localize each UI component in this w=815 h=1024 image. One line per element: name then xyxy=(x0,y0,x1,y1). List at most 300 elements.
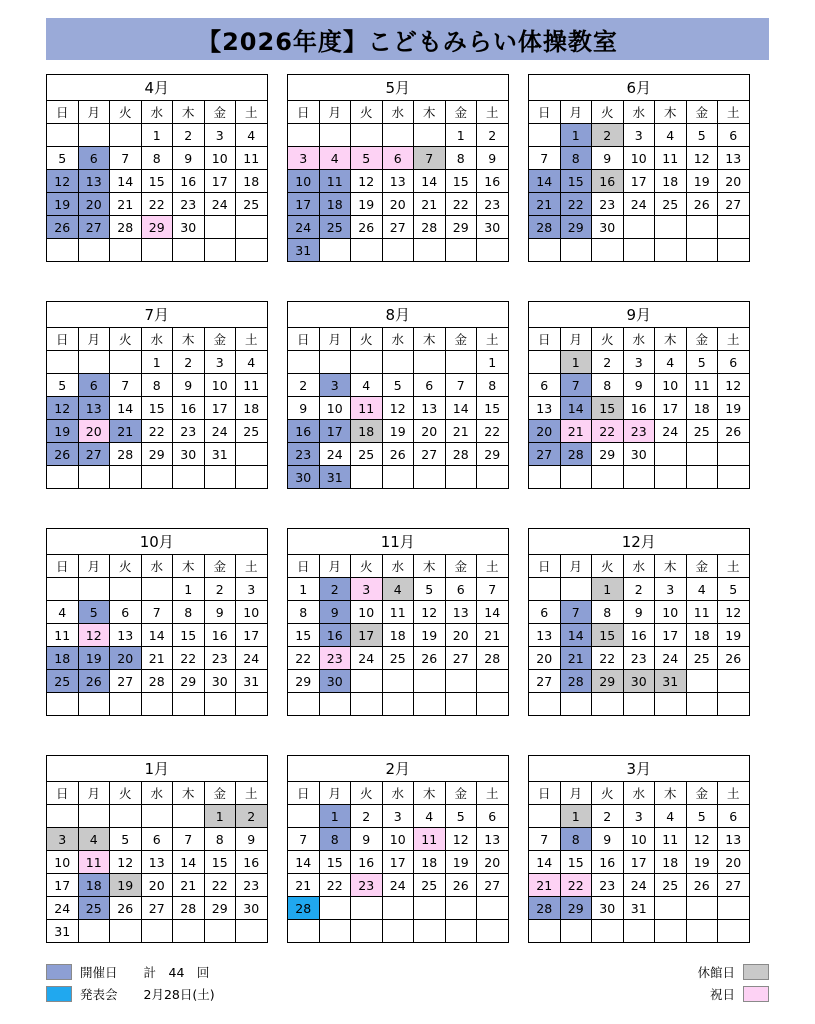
weekday-header: 月 xyxy=(560,555,592,578)
month-block xyxy=(287,301,508,528)
day-cell-empty xyxy=(414,466,446,489)
day-cell: 9 xyxy=(623,374,655,397)
weekday-header: 木 xyxy=(655,328,687,351)
day-cell: 30 xyxy=(592,897,624,920)
day-cell: 18 xyxy=(236,397,268,420)
day-cell: 7 xyxy=(560,374,592,397)
day-cell: 25 xyxy=(78,897,110,920)
weekday-header: 火 xyxy=(592,555,624,578)
legend-extra: 2月28日(土) xyxy=(143,986,215,1002)
day-cell: 16 xyxy=(477,170,509,193)
weekday-header: 日 xyxy=(529,328,561,351)
day-cell-empty xyxy=(592,239,624,262)
day-cell-empty xyxy=(414,670,446,693)
day-cell: 25 xyxy=(319,216,351,239)
day-cell: 20 xyxy=(78,420,110,443)
day-cell: 27 xyxy=(78,216,110,239)
day-cell: 29 xyxy=(173,670,205,693)
weekday-header: 木 xyxy=(655,101,687,124)
week-row xyxy=(47,624,268,647)
weekday-header: 木 xyxy=(414,555,446,578)
month-block xyxy=(46,301,267,528)
day-cell-empty xyxy=(78,466,110,489)
weekday-header: 月 xyxy=(78,101,110,124)
legend-swatch-show xyxy=(46,986,72,1002)
weekday-header: 月 xyxy=(78,782,110,805)
day-cell-empty xyxy=(686,920,718,943)
month-title: 1月 xyxy=(46,755,268,781)
day-cell: 24 xyxy=(288,216,320,239)
day-cell: 29 xyxy=(141,216,173,239)
day-cell: 18 xyxy=(655,170,687,193)
day-cell: 25 xyxy=(414,874,446,897)
day-cell-empty xyxy=(204,693,236,716)
week-row xyxy=(47,239,268,262)
day-cell: 8 xyxy=(141,147,173,170)
day-cell: 8 xyxy=(445,147,477,170)
day-cell: 4 xyxy=(655,351,687,374)
day-cell: 7 xyxy=(173,828,205,851)
day-cell: 10 xyxy=(204,374,236,397)
month-block xyxy=(46,74,267,301)
month-table xyxy=(287,74,509,262)
day-cell-empty xyxy=(173,920,205,943)
day-cell: 7 xyxy=(288,828,320,851)
day-cell: 11 xyxy=(236,147,268,170)
day-cell: 17 xyxy=(204,397,236,420)
legend-right xyxy=(619,962,769,1006)
day-cell-empty xyxy=(288,805,320,828)
day-cell: 4 xyxy=(319,147,351,170)
day-cell: 13 xyxy=(529,624,561,647)
day-cell-empty xyxy=(204,239,236,262)
day-cell: 23 xyxy=(319,647,351,670)
day-cell: 5 xyxy=(718,578,750,601)
day-cell: 12 xyxy=(351,170,383,193)
day-cell: 20 xyxy=(382,193,414,216)
day-cell: 29 xyxy=(477,443,509,466)
day-cell: 27 xyxy=(414,443,446,466)
weekday-header: 土 xyxy=(236,782,268,805)
day-cell-empty xyxy=(236,693,268,716)
day-cell-empty xyxy=(414,351,446,374)
week-row xyxy=(288,578,509,601)
weekday-header: 木 xyxy=(414,328,446,351)
day-cell-empty xyxy=(236,466,268,489)
day-cell: 15 xyxy=(204,851,236,874)
day-cell: 20 xyxy=(78,193,110,216)
day-cell: 31 xyxy=(204,443,236,466)
week-row xyxy=(529,828,750,851)
day-cell: 11 xyxy=(382,601,414,624)
week-row xyxy=(288,897,509,920)
day-cell-empty xyxy=(718,670,750,693)
day-cell: 12 xyxy=(382,397,414,420)
day-cell: 2 xyxy=(623,578,655,601)
day-cell: 12 xyxy=(414,601,446,624)
day-cell: 6 xyxy=(529,374,561,397)
day-cell-empty xyxy=(382,897,414,920)
month-title: 11月 xyxy=(287,528,509,554)
day-cell: 4 xyxy=(655,124,687,147)
day-cell: 5 xyxy=(382,374,414,397)
month-title: 7月 xyxy=(46,301,268,327)
day-cell-empty xyxy=(718,466,750,489)
day-cell: 12 xyxy=(78,624,110,647)
day-cell: 13 xyxy=(445,601,477,624)
day-cell-empty xyxy=(655,466,687,489)
day-cell: 28 xyxy=(414,216,446,239)
legend-label: 開催日 xyxy=(80,964,118,980)
day-cell: 12 xyxy=(686,828,718,851)
day-cell: 30 xyxy=(319,670,351,693)
weekday-header: 日 xyxy=(288,328,320,351)
week-row xyxy=(529,578,750,601)
day-cell: 13 xyxy=(414,397,446,420)
day-cell: 14 xyxy=(477,601,509,624)
day-cell: 15 xyxy=(560,851,592,874)
day-cell: 15 xyxy=(477,397,509,420)
day-cell: 17 xyxy=(655,397,687,420)
day-cell: 31 xyxy=(47,920,79,943)
day-cell: 30 xyxy=(236,897,268,920)
week-row xyxy=(529,351,750,374)
day-cell: 25 xyxy=(655,874,687,897)
week-row xyxy=(47,693,268,716)
day-cell-empty xyxy=(529,124,561,147)
day-cell-empty xyxy=(204,216,236,239)
month-title: 9月 xyxy=(528,301,750,327)
day-cell: 3 xyxy=(288,147,320,170)
day-cell: 24 xyxy=(47,897,79,920)
day-cell: 15 xyxy=(592,397,624,420)
day-cell: 17 xyxy=(623,851,655,874)
day-cell: 20 xyxy=(718,851,750,874)
day-cell: 14 xyxy=(560,624,592,647)
day-cell-empty xyxy=(110,351,142,374)
day-cell: 8 xyxy=(592,374,624,397)
day-cell-empty xyxy=(686,443,718,466)
day-cell: 16 xyxy=(173,170,205,193)
week-row xyxy=(529,851,750,874)
day-cell: 3 xyxy=(623,805,655,828)
day-cell: 8 xyxy=(477,374,509,397)
day-cell: 1 xyxy=(445,124,477,147)
day-cell-empty xyxy=(623,920,655,943)
weekday-header: 日 xyxy=(529,782,561,805)
day-cell-empty xyxy=(445,897,477,920)
day-cell: 29 xyxy=(592,443,624,466)
day-cell: 6 xyxy=(718,351,750,374)
weekday-header: 月 xyxy=(78,328,110,351)
day-cell: 19 xyxy=(686,851,718,874)
day-cell: 23 xyxy=(351,874,383,897)
day-cell-empty xyxy=(414,897,446,920)
day-cell: 3 xyxy=(655,578,687,601)
day-cell: 12 xyxy=(718,374,750,397)
week-row xyxy=(288,397,509,420)
day-cell: 22 xyxy=(141,193,173,216)
day-cell-empty xyxy=(110,578,142,601)
week-row xyxy=(529,147,750,170)
day-cell-empty xyxy=(204,466,236,489)
weekday-header: 土 xyxy=(477,328,509,351)
day-cell: 21 xyxy=(560,420,592,443)
weekday-header: 土 xyxy=(236,101,268,124)
weekday-header: 水 xyxy=(382,328,414,351)
day-cell-empty xyxy=(655,693,687,716)
day-cell: 19 xyxy=(47,193,79,216)
day-cell: 26 xyxy=(382,443,414,466)
weekday-header: 月 xyxy=(560,328,592,351)
weekday-header: 火 xyxy=(110,555,142,578)
weekday-header: 火 xyxy=(110,101,142,124)
day-cell: 30 xyxy=(477,216,509,239)
day-cell: 15 xyxy=(141,397,173,420)
week-row xyxy=(47,374,268,397)
month-title: 10月 xyxy=(46,528,268,554)
weekday-header: 土 xyxy=(718,555,750,578)
day-cell: 14 xyxy=(288,851,320,874)
day-cell: 17 xyxy=(623,170,655,193)
day-cell: 30 xyxy=(288,466,320,489)
day-cell: 6 xyxy=(141,828,173,851)
weekday-header: 金 xyxy=(445,101,477,124)
day-cell: 7 xyxy=(110,147,142,170)
day-cell: 18 xyxy=(319,193,351,216)
day-cell: 27 xyxy=(445,647,477,670)
day-cell: 6 xyxy=(529,601,561,624)
day-cell-empty xyxy=(78,693,110,716)
day-cell: 27 xyxy=(382,216,414,239)
day-cell: 1 xyxy=(288,578,320,601)
day-cell: 16 xyxy=(288,420,320,443)
day-cell: 1 xyxy=(319,805,351,828)
day-cell: 3 xyxy=(204,351,236,374)
week-row xyxy=(288,647,509,670)
day-cell: 12 xyxy=(110,851,142,874)
day-cell: 4 xyxy=(47,601,79,624)
day-cell: 15 xyxy=(445,170,477,193)
day-cell: 16 xyxy=(592,851,624,874)
day-cell: 14 xyxy=(529,851,561,874)
week-row xyxy=(529,805,750,828)
weekday-header: 日 xyxy=(47,555,79,578)
day-cell: 17 xyxy=(351,624,383,647)
day-cell: 29 xyxy=(288,670,320,693)
weekday-header: 日 xyxy=(529,555,561,578)
day-cell: 15 xyxy=(592,624,624,647)
day-cell: 6 xyxy=(414,374,446,397)
day-cell: 16 xyxy=(204,624,236,647)
weekday-header: 土 xyxy=(236,555,268,578)
month-block xyxy=(528,528,749,755)
week-row xyxy=(47,216,268,239)
day-cell-empty xyxy=(655,920,687,943)
day-cell: 2 xyxy=(288,374,320,397)
day-cell-empty xyxy=(445,920,477,943)
month-block xyxy=(46,528,267,755)
day-cell: 11 xyxy=(655,828,687,851)
day-cell-empty xyxy=(319,693,351,716)
day-cell: 11 xyxy=(414,828,446,851)
weekday-header: 金 xyxy=(445,555,477,578)
day-cell: 7 xyxy=(445,374,477,397)
day-cell-empty xyxy=(477,693,509,716)
day-cell: 29 xyxy=(560,216,592,239)
day-cell: 9 xyxy=(288,397,320,420)
day-cell-empty xyxy=(351,897,383,920)
week-row xyxy=(288,193,509,216)
day-cell-empty xyxy=(414,693,446,716)
day-cell-empty xyxy=(445,670,477,693)
day-cell: 24 xyxy=(382,874,414,897)
day-cell: 9 xyxy=(319,601,351,624)
day-cell: 5 xyxy=(686,351,718,374)
month-title: 2月 xyxy=(287,755,509,781)
legend-label: 休館日 xyxy=(697,964,735,980)
day-cell-empty xyxy=(718,216,750,239)
day-cell: 24 xyxy=(319,443,351,466)
weekday-header: 木 xyxy=(655,555,687,578)
day-cell: 28 xyxy=(529,216,561,239)
day-cell: 7 xyxy=(414,147,446,170)
day-cell-empty xyxy=(47,466,79,489)
week-row xyxy=(47,397,268,420)
day-cell: 18 xyxy=(686,397,718,420)
legend-extra: 計 44 回 xyxy=(143,964,210,980)
weekday-header: 土 xyxy=(718,328,750,351)
week-row xyxy=(529,601,750,624)
day-cell: 15 xyxy=(141,170,173,193)
month-table xyxy=(46,528,268,716)
day-cell: 21 xyxy=(529,193,561,216)
day-cell: 28 xyxy=(560,670,592,693)
day-cell: 23 xyxy=(623,647,655,670)
day-cell-empty xyxy=(382,920,414,943)
day-cell: 9 xyxy=(204,601,236,624)
day-cell: 6 xyxy=(718,805,750,828)
day-cell-empty xyxy=(382,466,414,489)
day-cell: 7 xyxy=(141,601,173,624)
day-cell: 11 xyxy=(236,374,268,397)
day-cell: 8 xyxy=(173,601,205,624)
day-cell-empty xyxy=(288,693,320,716)
day-cell: 12 xyxy=(47,397,79,420)
day-cell: 17 xyxy=(319,420,351,443)
day-cell: 29 xyxy=(204,897,236,920)
day-cell-empty xyxy=(477,897,509,920)
day-cell: 5 xyxy=(686,805,718,828)
day-cell: 26 xyxy=(110,897,142,920)
day-cell: 28 xyxy=(110,216,142,239)
day-cell: 27 xyxy=(529,670,561,693)
day-cell-empty xyxy=(47,805,79,828)
weekday-header: 水 xyxy=(382,101,414,124)
month-table xyxy=(287,755,509,943)
month-title: 4月 xyxy=(46,74,268,100)
day-cell: 6 xyxy=(78,374,110,397)
day-cell: 6 xyxy=(382,147,414,170)
day-cell: 30 xyxy=(592,216,624,239)
day-cell: 22 xyxy=(141,420,173,443)
day-cell: 4 xyxy=(382,578,414,601)
day-cell: 27 xyxy=(78,443,110,466)
day-cell: 11 xyxy=(655,147,687,170)
day-cell-empty xyxy=(110,466,142,489)
day-cell: 31 xyxy=(288,239,320,262)
day-cell: 3 xyxy=(236,578,268,601)
weekday-header: 水 xyxy=(141,101,173,124)
weekday-header: 火 xyxy=(592,101,624,124)
day-cell: 30 xyxy=(623,443,655,466)
month-table xyxy=(287,528,509,716)
day-cell: 14 xyxy=(414,170,446,193)
weekday-header: 日 xyxy=(288,101,320,124)
week-row xyxy=(47,920,268,943)
day-cell: 18 xyxy=(236,170,268,193)
day-cell: 13 xyxy=(78,170,110,193)
week-row xyxy=(47,420,268,443)
day-cell: 18 xyxy=(414,851,446,874)
day-cell: 21 xyxy=(110,193,142,216)
day-cell-empty xyxy=(560,466,592,489)
day-cell-empty xyxy=(529,351,561,374)
day-cell-empty xyxy=(141,466,173,489)
day-cell: 12 xyxy=(686,147,718,170)
day-cell: 23 xyxy=(173,420,205,443)
day-cell-empty xyxy=(47,578,79,601)
day-cell: 9 xyxy=(592,147,624,170)
day-cell: 21 xyxy=(529,874,561,897)
day-cell: 20 xyxy=(529,647,561,670)
legend-swatch-closed xyxy=(743,964,769,980)
day-cell: 26 xyxy=(718,420,750,443)
day-cell-empty xyxy=(351,693,383,716)
day-cell: 22 xyxy=(319,874,351,897)
day-cell: 18 xyxy=(655,851,687,874)
week-row xyxy=(529,124,750,147)
day-cell: 9 xyxy=(351,828,383,851)
day-cell: 24 xyxy=(351,647,383,670)
day-cell-empty xyxy=(529,805,561,828)
week-row xyxy=(529,443,750,466)
week-row xyxy=(529,920,750,943)
week-row xyxy=(47,670,268,693)
day-cell: 13 xyxy=(477,828,509,851)
month-table xyxy=(528,74,750,262)
day-cell-empty xyxy=(560,239,592,262)
day-cell: 21 xyxy=(477,624,509,647)
week-row xyxy=(288,624,509,647)
week-row xyxy=(529,466,750,489)
weekday-header: 土 xyxy=(718,101,750,124)
month-table xyxy=(528,528,750,716)
weekday-header: 木 xyxy=(173,555,205,578)
day-cell: 4 xyxy=(236,124,268,147)
day-cell: 10 xyxy=(623,147,655,170)
day-cell: 26 xyxy=(414,647,446,670)
day-cell: 5 xyxy=(686,124,718,147)
week-row xyxy=(529,693,750,716)
weekday-header: 金 xyxy=(686,782,718,805)
day-cell: 22 xyxy=(592,420,624,443)
month-table xyxy=(528,755,750,943)
month-block xyxy=(287,74,508,301)
week-row xyxy=(529,647,750,670)
day-cell: 2 xyxy=(592,124,624,147)
day-cell: 26 xyxy=(686,874,718,897)
